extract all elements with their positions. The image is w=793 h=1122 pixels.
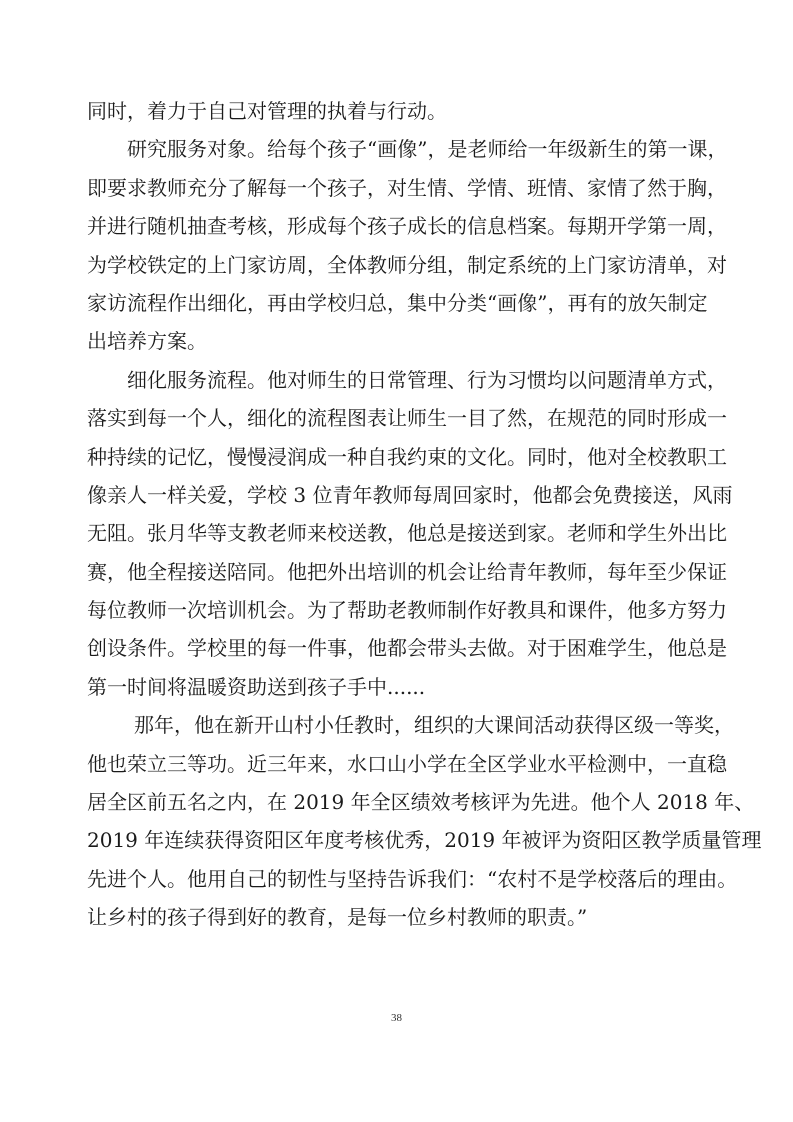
text-line: 为学校铁定的上门家访周，全体教师分组，制定系统的上门家访清单，对 xyxy=(87,252,727,277)
text-line: 每位教师一次培训机会。为了帮助老教师制作好教具和课件，他多方努力 xyxy=(87,598,727,623)
text-line: 创设条件。学校里的每一件事，他都会带头去做。对于困难学生，他总是 xyxy=(87,636,727,661)
text-line: 落实到每一个人，细化的流程图表让师生一目了然，在规范的同时形成一 xyxy=(87,406,727,431)
text-line: 出培养方案。 xyxy=(87,329,207,354)
text-line: 让乡村的孩子得到好的教育，是每一位乡村教师的职责。” xyxy=(87,905,588,930)
text-line: 像亲人一样关爱，学校 3 位青年教师每周回家时，他都会免费接送，风雨 xyxy=(87,482,733,507)
text-line: 种持续的记忆，慢慢浸润成一种自我约束的文化。同时，他对全校教职工 xyxy=(87,444,727,469)
text-line: 2019 年连续获得资阳区年度考核优秀，2019 年被评为资阳区教学质量管理 xyxy=(87,828,762,853)
page-number: 38 xyxy=(391,1012,402,1024)
text-line: 研究服务对象。给每个孩子“画像”，是老师给一年级新生的第一课， xyxy=(127,137,728,162)
text-line: 无阻。张月华等支教老师来校送教，他总是接送到家。老师和学生外出比 xyxy=(87,521,727,546)
text-line: 同时，着力于自己对管理的执着与行动。 xyxy=(87,99,447,123)
text-line: 他也荣立三等功。近三年来，水口山小学在全区学业水平检测中，一直稳 xyxy=(87,751,727,776)
text-line: 赛，他全程接送陪同。他把外出培训的机会让给青年教师，每年至少保证 xyxy=(87,559,727,584)
text-line: 细化服务流程。他对师生的日常管理、行为习惯均以问题清单方式， xyxy=(127,367,727,392)
text-line: 第一时间将温暖资助送到孩子手中...... xyxy=(87,674,426,699)
text-line: 即要求教师充分了解每一个孩子，对生情、学情、班情、家情了然于胸， xyxy=(87,175,727,200)
text-line: 并进行随机抽查考核，形成每个孩子成长的信息档案。每期开学第一周， xyxy=(87,214,727,239)
body-text xyxy=(87,92,762,937)
text-line: 先进个人。他用自己的韧性与坚持告诉我们：“农村不是学校落后的理由。 xyxy=(87,866,738,891)
text-line: 那年，他在新开山村小任教时，组织的大课间活动获得区级一等奖， xyxy=(134,713,734,738)
text-line: 居全区前五名之内，在 2019 年全区绩效考核评为先进。他个人 2018 年、 xyxy=(87,790,755,815)
text-line: 家访流程作出细化，再由学校归总，集中分类“画像”，再有的放矢制定 xyxy=(87,290,708,315)
